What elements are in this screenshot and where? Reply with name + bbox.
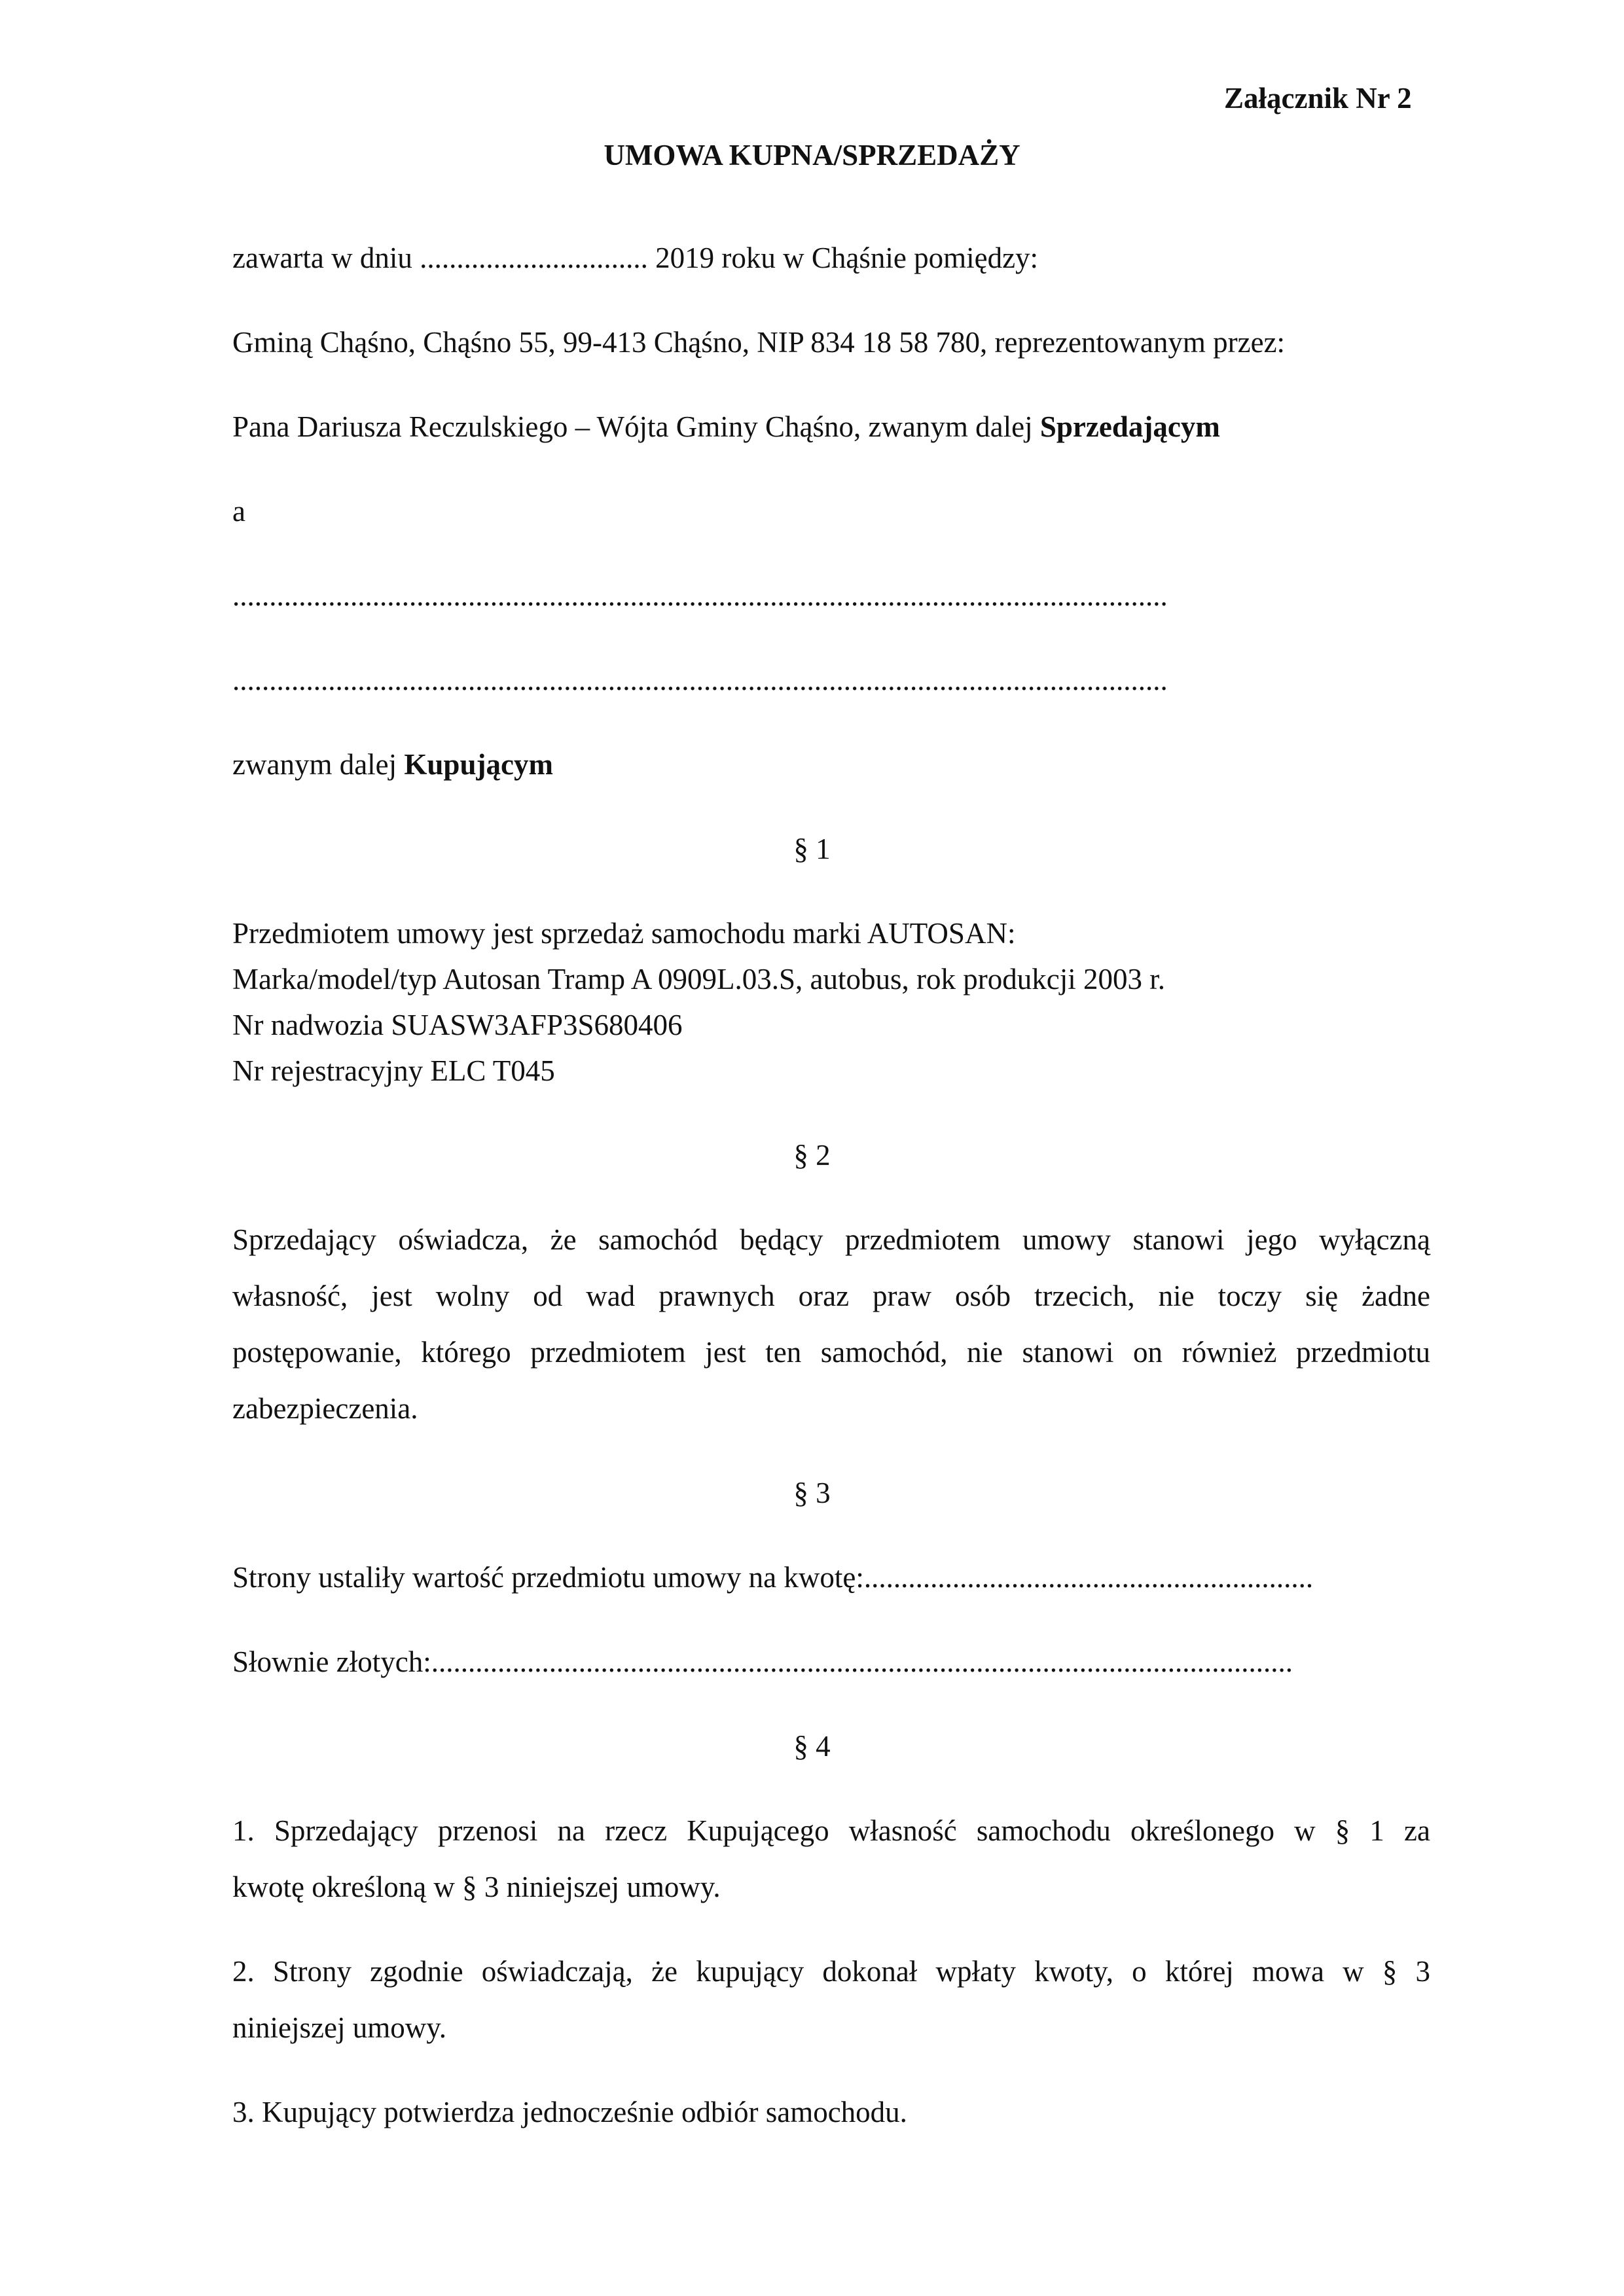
section-4-heading: § 4	[793, 1730, 831, 1763]
value-in-words-line: Słownie złotych:.....................................................................................................................	[232, 1645, 1293, 1678]
section-4-paragraph-1-line: kwotę określoną w § 3 niniejszej umowy.	[232, 1871, 721, 1903]
section-1-line: Marka/model/typ Autosan Tramp A 0909L.03.S, autobus, rok produkcji 2003 r.	[232, 963, 1165, 996]
document-title: UMOWA KUPNA/SPRZEDAŻY	[604, 139, 1020, 171]
section-1-line: Nr rejestracyjny ELC T045	[232, 1054, 555, 1087]
seller-entity: Gminą Chąśno, Chąśno 55, 99-413 Chąśno, NIP 834 18 58 780, reprezentowanym przez:	[232, 326, 1286, 359]
section-2-line: własność, jest wolny od wad prawnych oraz praw osób trzecich, nie toczy się żadne	[232, 1280, 1430, 1312]
section-2-heading: § 2	[793, 1139, 831, 1172]
section-2-line: postępowanie, którego przedmiotem jest ten samochód, nie stanowi on również przedmiotu	[232, 1336, 1430, 1369]
date-line: zawarta w dniu ............................... 2019 roku w Chąśnie pomiędzy:	[232, 242, 1039, 274]
buyer-role: Kupującym	[404, 748, 553, 781]
section-4-paragraph-3-line: 3. Kupujący potwierdza jednocześnie odbiór samochodu.	[232, 2096, 907, 2128]
contract-value-line: Strony ustaliły wartość przedmiotu umowy na kwotę:.............................................................	[232, 1561, 1314, 1594]
seller-role: Sprzedającym	[1039, 410, 1220, 443]
buyer-blank-line-2: ...............................................................................................................................	[232, 666, 1168, 695]
conjunction: a	[232, 495, 245, 528]
section-1-line: Przedmiotem umowy jest sprzedaż samochodu marki AUTOSAN:	[232, 917, 1016, 950]
section-4-paragraph-2-line: 2. Strony zgodnie oświadczają, że kupujący dokonał wpłaty kwoty, o której mowa w § 3	[232, 1955, 1430, 1988]
section-2-line: Sprzedający oświadcza, że samochód będący przedmiotem umowy stanowi jego wyłączną	[232, 1223, 1430, 1256]
section-1-heading: § 1	[793, 833, 831, 865]
section-4-paragraph-1-line: 1. Sprzedający przenosi na rzecz Kupującego własność samochodu określonego w § 1 za	[232, 1814, 1430, 1847]
section-1-line: Nr nadwozia SUASW3AFP3S680406	[232, 1009, 683, 1041]
buyer-designation	[232, 750, 553, 780]
section-2-line: zabezpieczenia.	[232, 1392, 418, 1425]
section-4-paragraph-2-line: niniejszej umowy.	[232, 2011, 447, 2044]
seller-rep-text: Pana Dariusza Reczulskiego – Wójta Gminy Chąśno, zwanym dalej	[232, 410, 1040, 443]
attachment-label: Załącznik Nr 2	[1224, 82, 1412, 115]
buyer-text: zwanym dalej	[232, 748, 405, 781]
seller-representative	[232, 412, 1220, 442]
section-3-heading: § 3	[793, 1477, 831, 1509]
buyer-blank-line-1: ...............................................................................................................................	[232, 581, 1168, 611]
